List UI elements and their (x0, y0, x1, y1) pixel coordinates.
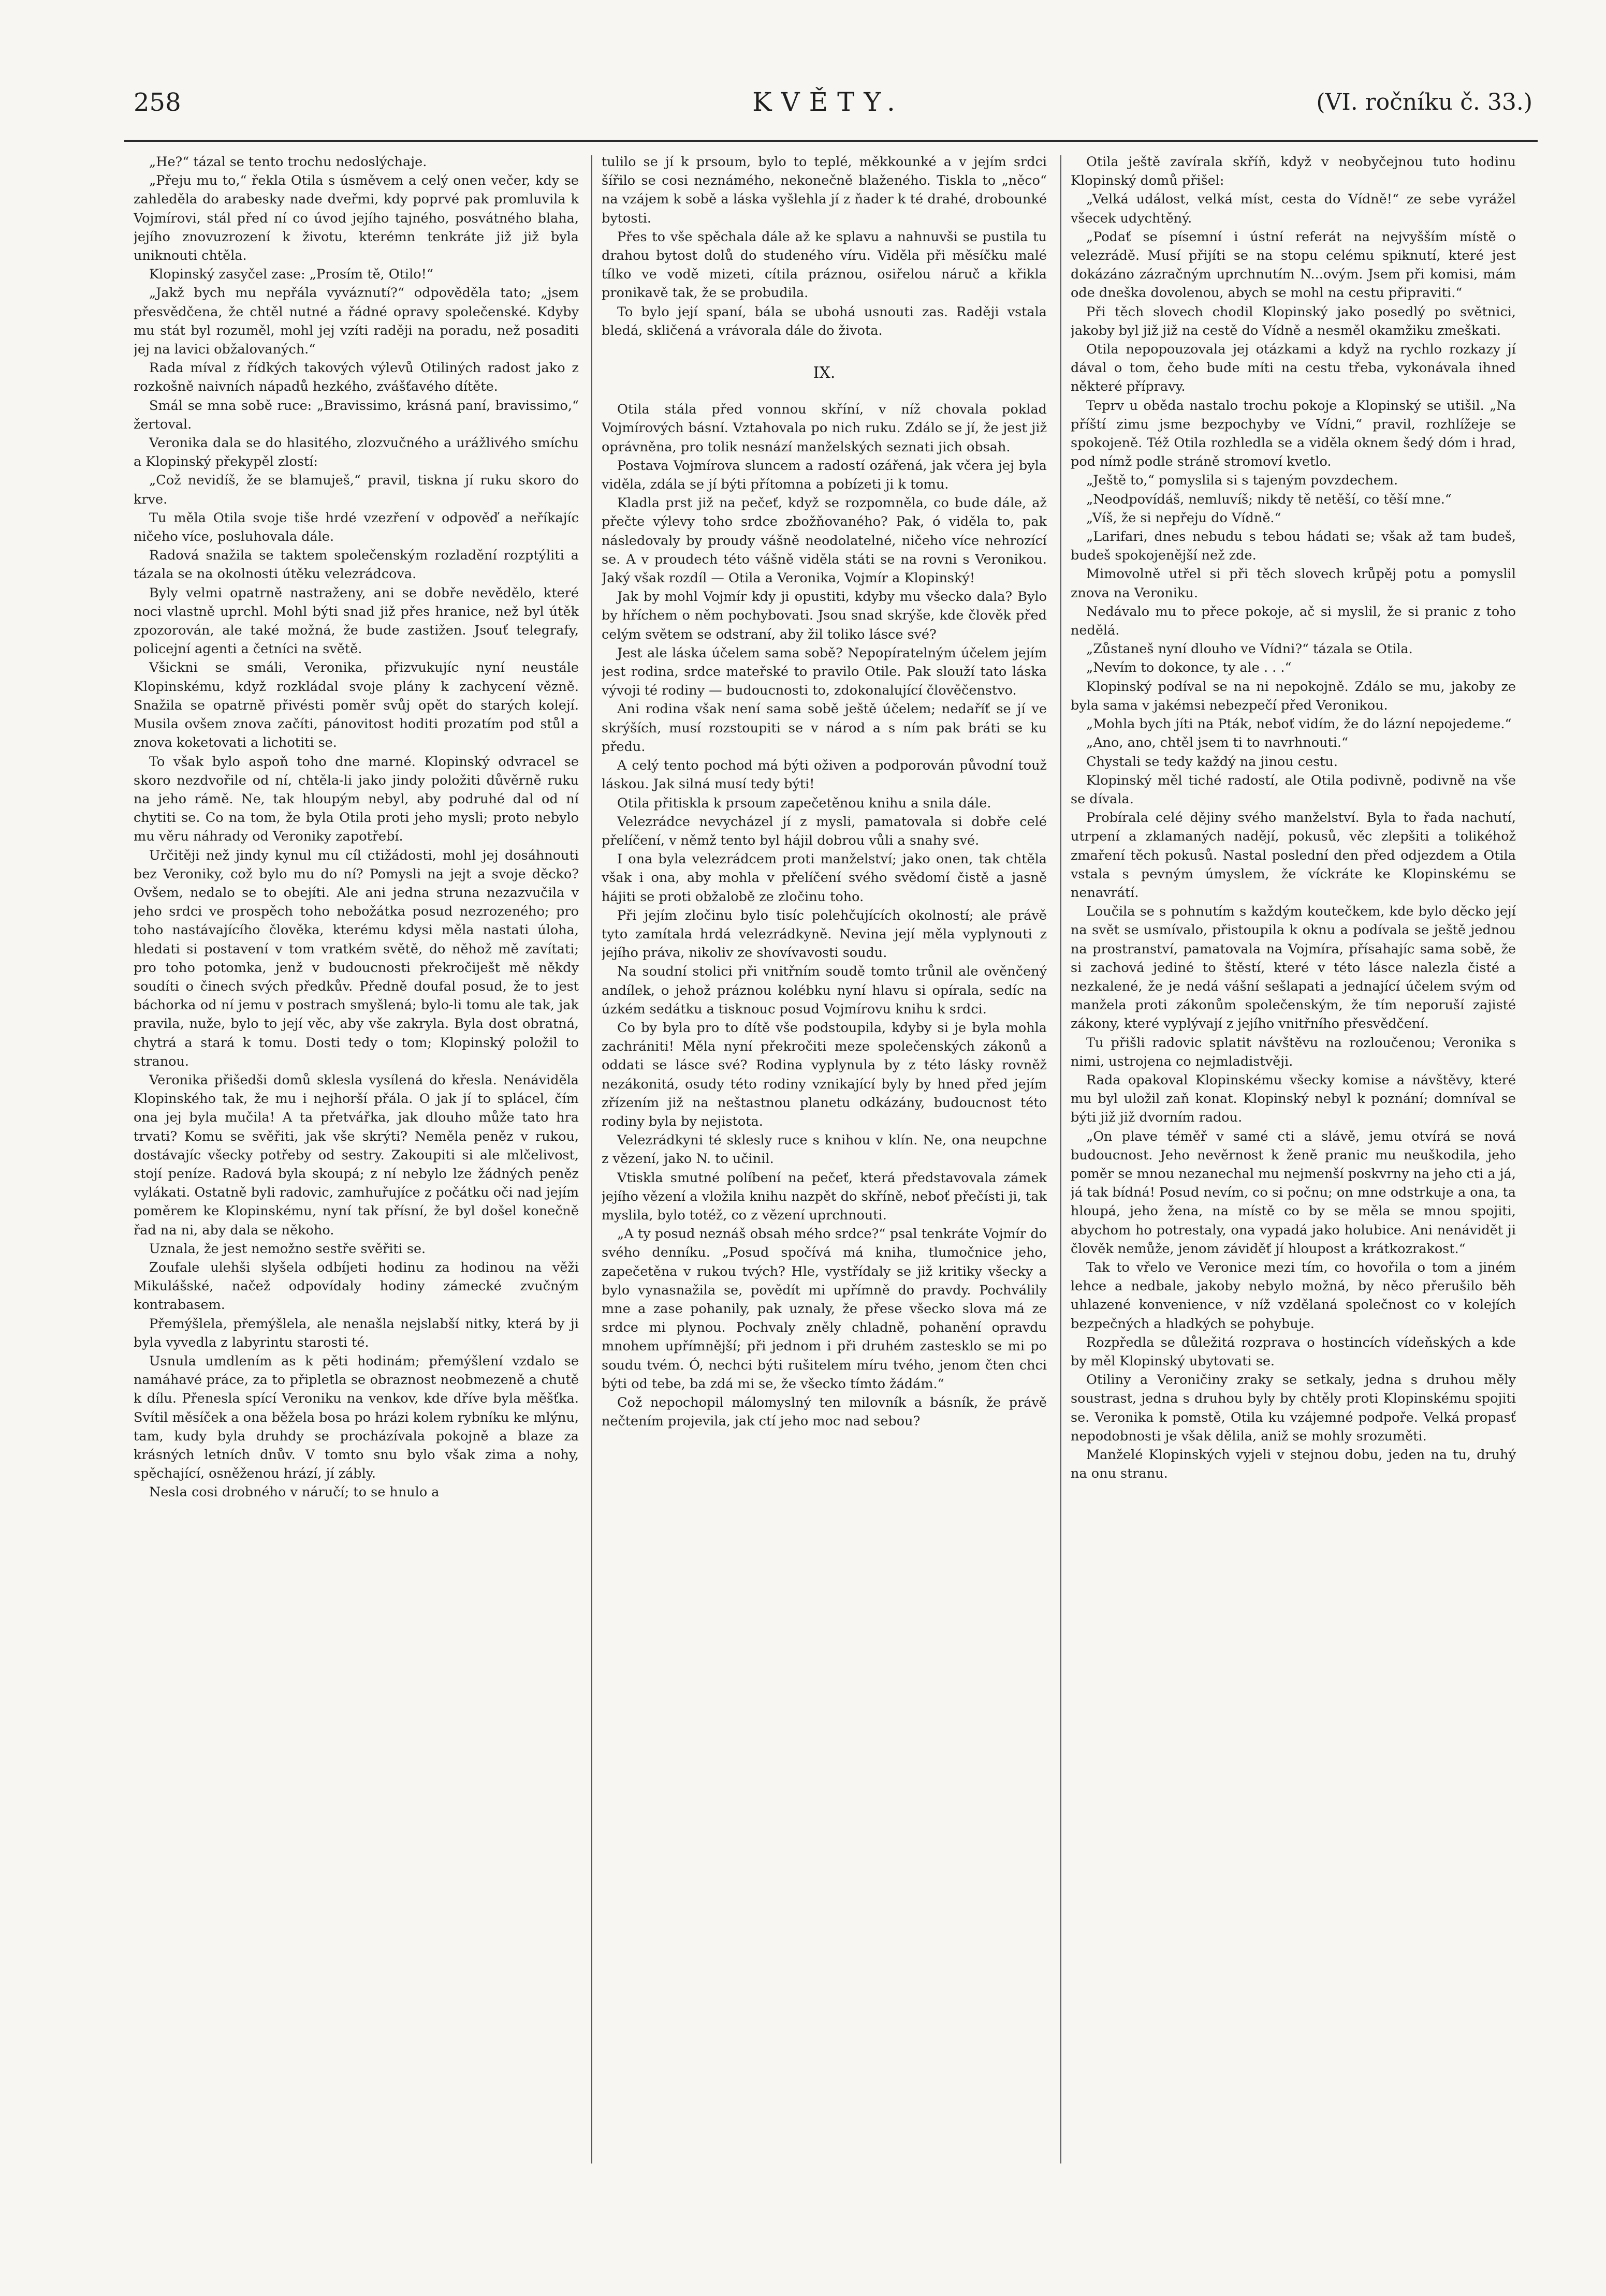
paragraph: „Velká událost, velká míst, cesta do Vídně!“ ze sebe vyrážel všecek udychtěný. (1071, 192, 1516, 226)
paragraph: Loučila se s pohnutím s každým koutečkem, kde bylo děcko její na svět se usmívalo, přistoupila k oknu a podívala se ještě jednou na prostranství, pamatovala na Vojmíra, přísahajíc sama sobě, že si zachová jediné to štěstí, které v této lásce nalezla čisté a nezkalené, že je nedá vášní sešlapati a jednající účelem svým od manžela proti zákonům společenským, že tím neporuší zajisté zákony, které vyplývají z jejího vnitřního přesvědčení. (1071, 904, 1516, 1032)
paragraph: To však bylo aspoň toho dne marné. Klopinský odvracel se skoro nezdvořile od ní, chtěla-li jako jindy položiti důvěrně ruku na jeho rámě. Ne, tak hloupým nebyl, aby podruhé dal od ní chytiti se. Co na tom, že byla Otila proti jeho mysli; proto nebylo mu věru náhrady od Veroniky zapotřebí. (134, 754, 579, 845)
paragraph: „Ano, ano, chtěl jsem ti to navrhnouti.“ (1086, 735, 1349, 751)
paragraph: Rada míval z řídkých takových výlevů Otiliných radost jako z rozkošně naivních nápadů hezkého, zvášťavého dítěte. (134, 360, 579, 395)
paragraph: Postava Vojmírova sluncem a radostí ozářená, jak včera jej byla viděla, zdála se jí býti přítomna a pobízeti ji k tomu. (602, 458, 1047, 493)
paragraph: Otila přitiskla k prsoum zapečetěnou knihu a snila dále. (617, 795, 991, 811)
paragraph: „Mohla bych jíti na Pták, neboť vidím, že do lázní nepojedeme.“ (1086, 716, 1512, 732)
paragraph: „Což nevidíš, že se blamuješ,“ pravil, tiskna jí ruku skoro do krve. (134, 473, 579, 507)
paragraph: Ani rodina však není sama sobě ještě účelem; nedaříť se jí ve skrýších, musí rozstoupiti se v národ a s ním pak bráti se ku předu. (602, 701, 1047, 755)
paragraph: Při těch slovech chodil Klopinský jako posedlý po světnici, jakoby byl již již na cestě do Vídně a nesměl okamžiku zmeškati. (1071, 304, 1516, 338)
paragraph: Mimovolně utřel si při těch slovech krůpěj potu a pomyslil znova na Veroniku. (1071, 566, 1516, 601)
paragraph: Jak by mohl Vojmír kdy ji opustiti, kdyby mu všecko dala? Bylo by hříchem o něm pochybovati. Jsou snad skrýše, kde člověk před celým světem se odstraní, aby žil toliko lásce své? (602, 589, 1047, 642)
paragraph: Byly velmi opatrně nastraženy, ani se dobře nevědělo, které noci vlastně uprchl. Mohl býti snad již přes hranice, než byl útěk zpozorován, ale také možná, že bude zastižen. Jsouť telegrafy, policejní agenti a četníci na světě. (134, 585, 579, 657)
paragraph: Probírala celé dějiny svého manželství. Byla to řada nachutí, utrpení a zklamaných nadějí, pokusů, věc zlepšiti a tolikéhož zmaření těch pokusů. Nastal poslední den před odjezdem a Otila vstala s pevným úmyslem, že víckráte ke Klopinskému se nenavrátí. (1071, 810, 1516, 901)
column-divider (591, 155, 592, 2163)
paragraph: Určitěji než jindy kynul mu cíl ctižádosti, mohl jej dosáhnouti bez Veroniky, což bylo mu do ní? Pomysli na jejt a svoje děcko? Ovšem, nedalo se to obejíti. Ale ani jedna struna nezazvučila v jeho srdci ve prospěch toho nebožátka posud nezrozeného; pro toho nastávajícího člověka, kterému kdysi měla nastati úloha, hledati si postavení v tom vratkém světě, do něhož mě zavítati; pro toho potomka, jenž v budoucnosti překročiješt mě někdy soudíti o činech svých předkův. Předně doufal posud, že to jest báchorka od ní jemu v postrach smyšlená; bylo-li tomu ale tak, jak pravila, nuže, bylo to její věc, aby vše zakryla. Byla dost obratná, chytrá a stará k tomu. Dosti tedy o tom; Klopinský položil to stranou. (134, 847, 579, 1069)
text-column-1 (134, 153, 579, 2171)
paragraph: Teprv u oběda nastalo trochu pokoje a Klopinský se utišil. „Na příští zimu jsme bezpochyby ve Vídni,“ pravil, rozhlížeje se spokojeně. Též Otila rozhledla se a viděla oknem šedý dóm i hrad, pod nímž podle stráně stromoví kvetlo. (1071, 398, 1516, 470)
paragraph: tulilo se jí k prsoum, bylo to teplé, měkkounké a v jejím srdci šířilo se cosi neznámého, nekonečně blaženého. Tiskla to „něco“ na vzájem k sobě a láska vyšlehla jí z ňader k té drahé, drobounké bytosti. (602, 154, 1047, 226)
paragraph: Na soudní stolici při vnitřním soudě tomto trůnil ale ověnčený andílek, o jehož práznou kolébku nyní hlavu si opírala, sedíc na úzkém sedátku a tisknouc posud Vojmírovu knihu k srdci. (602, 964, 1047, 1017)
paragraph: Otiliny a Veroničiny zraky se setkaly, jedna s druhou měly soustrast, jedna s druhou byly by chtěly proti Klopinskému spojiti se. Veronika k pomstě, Otila ku vzájemné podpoře. Velká propasť nepodobnosti je však dělila, aniž se mohly srozuměti. (1071, 1372, 1516, 1444)
text-column-3 (1071, 153, 1516, 2171)
paragraph: Nesla cosi drobného v náručí; to se hnulo a (149, 1484, 440, 1500)
issue-label: (VI. ročníku č. 33.) (1316, 89, 1532, 115)
paragraph: „Neodpovídáš, nemluvíš; nikdy tě netěší, co těší mne.“ (1086, 491, 1452, 507)
paragraph: Při jejím zločinu bylo tisíc polehčujících okolností; ale právě tyto zamítala hrdá velezrádkyně. Nevina její měla vyplynouti z jejího práva, nikoliv ze shovívavosti soudu. (602, 907, 1047, 961)
paragraph: Smál se mna sobě ruce: „Bravissimo, krásná paní, bravissimo,“ žertoval. (134, 398, 579, 432)
paragraph: „Zůstaneš nyní dlouho ve Vídni?“ tázala se Otila. (1086, 641, 1413, 657)
paragraph: Klopinský podíval se na ni nepokojně. Zdálo se mu, jakoby ze byla sama v jakémsi nebezpečí před Veronikou. (1071, 679, 1516, 713)
paragraph: I ona byla velezrádcem proti manželství; jako onen, tak chtěla však i ona, aby mohla v přelíčení svého svědomí čistě a jasně hájiti se proti obžalobě ze zločinu toho. (602, 851, 1047, 905)
paragraph: Tak to vřelo ve Veronice mezi tím, co hovořila o tom a jiném lehce a nedbale, jakoby nebylo možná, by něco přerušilo běh uhlazené konvenience, v níž vzdělaná společnost co v kolejích bezpečných a hladkých se pohybuje. (1071, 1259, 1516, 1332)
page-number: 258 (134, 88, 181, 117)
paragraph: Což nepochopil málomyslný ten milovník a básník, že právě nečtením projevila, jak ctí jeho moc nad sebou? (602, 1395, 1047, 1430)
paragraph: Klopinský měl tiché radostí, ale Otila podivně, podivně na vše se dívala. (1071, 772, 1516, 807)
paragraph: Přes to vše spěchala dále až ke splavu a nahnuvši se pustila tu drahou bytost dolů do studeného víru. Viděla při měsíčku malé tílko ve vodě mizeti, cítila práznou, osiřelou náruč a křikla pronikavě tak, že se probudila. (602, 229, 1047, 301)
paragraph: Uznala, že jest nemožno sestře svěřiti se. (149, 1241, 426, 1257)
paragraph: „A ty posud neznáš obsah mého srdce?“ psal tenkráte Vojmír do svého denníku. „Posud spočívá má kniha, tlumočnice jeho, zapečetěna v rukou tvých? Hle, vystřídaly se již kritiky všecky a bylo vynasnažila se, povědít mi upřímně do pravdy. Pochválily mne a zase pohanily, pak uznaly, že přese všecko slova má ze srdce mi plynou. Pochvaly zněly chladně, pohanění opravdu mnohem upřímnější; při jednom i při druhém zastesklo se mi po soudu tvém. Ó, nechci býti rušitelem míru tvého, jenom čten chci býti od tebe, ba zdá mi se, že všecko tímto žádám.“ (602, 1226, 1047, 1392)
paragraph: Velezrádkyni té sklesly ruce s knihou v klín. Ne, ona neupchne z vězení, jako N. to učinil. (602, 1132, 1047, 1167)
paragraph: „He?“ tázal se tento trochu nedoslýchaje. (149, 154, 427, 170)
paragraph: „On plave téměř v samé cti a slávě, jemu otvírá se nová budoucnost. Jeho nevěrnost k ženě pranic mu neuškodila, jeho poměr se mnou nezanechal mu nejmenší poskvrny na jeho cti a já, já tak bídná! Posud nevím, co si počnu; on mne odstrkuje a ona, ta hloupá, jeho žena, na místě co by se měla se mnou spojiti, abychom ho potrestaly, ona vypadá jako holubice. Ani nenávidět ji člověk nemůže, jenom záviděť jí hloupost a krátkozrakost.“ (1071, 1128, 1516, 1257)
paragraph: Vtiskla smutné políbení na pečeť, která představovala zámek jejího vězení a vložila knihu nazpět do skříně, neboť přečísti ji, tak myslila, bylo totéž, co z vězení uprchnouti. (602, 1170, 1047, 1223)
paragraph: „Ještě to,“ pomyslila si s tajeným povzdechem. (1086, 473, 1398, 489)
header-rule (124, 140, 1538, 142)
paragraph: Rozpředla se důležitá rozprava o hostincích vídeňských a kde by měl Klopinský ubytovati se. (1071, 1334, 1516, 1369)
paragraph: „Nevím to dokonce, ty ale . . .“ (1086, 660, 1292, 676)
paragraph: Tu měla Otila svoje tiše hrdé vzezření v odpověď a neříkajíc ničeho více, posluhovala dále. (134, 510, 579, 545)
paragraph: Manželé Klopinských vyjeli v stejnou dobu, jeden na tu, druhý na onu stranu. (1071, 1447, 1516, 1482)
paragraph: To bylo její spaní, bála se ubohá usnouti zas. Raději vstala bledá, skličená a vrávorala dále do života. (602, 304, 1047, 338)
paragraph: Veronika přišedši domů sklesla vysílená do křesla. Nenáviděla Klopinského tak, že mu i nejhorší přála. O jak jí to splácel, čím ona jej byla mučila! A ta přetvářka, jak dlouho může tato hra trvati? Komu se svěřiti, jak vše skrýti? Neměla peněz v rukou, dostávajíc všecky potřeby od sestry. Zakoupiti si ale mlčelivost, stojí peníze. Radová byla skoupá; z ní nebylo lze žádných peněz vylákati. Ostatně byli radovic, zamhuřujíce z počátku oči nad jejím poměrem ke Klopinskému, nyní tak přísní, že byl došel konečně řad na ni, aby dala se někoho. (134, 1072, 579, 1238)
paragraph: Jest ale láska účelem sama sobě? Nepopíratelným účelem jejím jest rodina, srdce mateřské to pravilo Otile. Pak slouží tato láska vývoji té rodiny — budoucnosti to, zdokonalující člověčenstvo. (602, 645, 1047, 699)
paragraph: Radová snažila se taktem společenským rozladění rozptýliti a tázala se na okolnosti útěku velezrádcova. (134, 548, 579, 582)
paragraph: Rada opakoval Klopinskému všecky komise a návštěvy, které mu byl uložil zaň konat. Klopinský nebyl k poznání; domníval se býti již již dvorním radou. (1071, 1072, 1516, 1126)
paragraph: Otila ještě zavírala skříň, když v neobyčejnou tuto hodinu Klopinský domů přišel: (1071, 154, 1516, 189)
paragraph: Zoufale ulehši slyšela odbíjeti hodinu za hodinou na věži Mikulášské, načež odpovídaly hodiny zámecké zvučným kontrabasem. (134, 1259, 579, 1313)
paragraph: A celý tento pochod má býti oživen a podporován původní touž láskou. Jak silná musí tedy býti! (602, 758, 1047, 792)
paragraph: Kladla prst již na pečeť, když se rozpomněla, co bude dále, až přečte výlevy toho srdce zbožňovaného? Pak, ó viděla to, pak následovaly by proudy vášně neodolatelné, ničeho více nehrozící se. A v proudech této vášně viděla státi se na rovni s Veronikou. Jaký však rozdíl — Otila a Veronika, Vojmír a Klopinský! (602, 495, 1047, 586)
paragraph: Klopinský zasyčel zase: „Prosím tě, Otilo!“ (149, 267, 433, 283)
section-heading: IX. (813, 364, 836, 382)
paragraph: Veronika dala se do hlasitého, zlozvučného a urážlivého smíchu a Klopinský překypěl zlostí: (134, 435, 579, 470)
paragraph: Co by byla pro to dítě vše podstoupila, kdyby si je byla mohla zachrániti! Měla nyní překročiti meze společenských zákonů a oddati se lásce své? Rodina vyplynula by z této lásky rovněž nezákonitá, osudy této rodiny vznikající byly by hned před jejím zřízením již na neštastnou planetu odkázány, budoucnost této rodiny byla by nejistota. (602, 1020, 1047, 1129)
paragraph: „Víš, že si nepřeju do Vídně.“ (1086, 510, 1281, 526)
paragraph: „Larifari, dnes nebudu s tebou hádati se; však až tam budeš, budeš spokojenější než zde. (1071, 529, 1516, 564)
paragraph: Tu přišli radovic splatit návštěvu na rozloučenou; Veronika s nimi, ustrojena co nejmladistvěji. (1071, 1035, 1516, 1069)
paragraph: Přemýšlela, přemýšlela, ale nenašla nejslabší nitky, která by ji byla vyvedla z labyrintu starosti té. (134, 1316, 579, 1350)
paragraph: „Podať se písemní i ústní referát na nejvyšším místě o velezrádě. Musí přijíti se na stopu celému spiknutí, které jest dokázáno zázračným uprchnutím N...ovým. Jsem při komisi, mám ode dneška dovolenou, abych se mohl na cestu připraviti.“ (1071, 229, 1516, 301)
page-header (124, 83, 1532, 129)
text-column-2 (602, 153, 1047, 2171)
paragraph: „Přeju mu to,“ řekla Otila s úsměvem a celý onen večer, kdy se zahleděla do arabesky nade dveřmi, kdy poprvé pak promluvila k Vojmírovi, stál před ní co úvod jejího tajného, posvátného blaha, jejího znovuzrození k životu, kterémn tenkráte již již byla uniknouti chtěla. (134, 173, 579, 264)
paragraph: Velezrádce nevycházel jí z mysli, pamatovala si dobře celé přelíčení, v němž tento byl hájil dobrou vůli a snahy své. (602, 814, 1047, 848)
paragraph: Nedávalo mu to přece pokoje, ač si myslil, že si pranic z toho nedělá. (1071, 604, 1516, 639)
paragraph: Otila stála před vonnou skříní, v níž chovala poklad Vojmírových básní. Vztahovala po nich ruku. Zdálo se jí, že jest již oprávněna, pro tolik nesnází manželských seznati jich obsah. (602, 402, 1047, 455)
paragraph: „Jakž bych mu nepřála vyváznutí?“ odpověděla tato; „jsem přesvědčena, že chtěl nutné a řádné opravy společenské. Kdyby mu stát byl rozuměl, mohl jej vzíti raději na poradu, než posaditi jej na lavici obžalovaných.“ (134, 285, 579, 358)
paragraph: Chystali se tedy každý na jinou cestu. (1086, 754, 1338, 770)
journal-title: KVĚTY. (752, 87, 904, 117)
paragraph: Otila nepopouzovala jej otázkami a když na rychlo rozkazy jí dával o tom, čeho bude míti na cestu třeba, vykonávala ihned některé přípravy. (1071, 342, 1516, 395)
paragraph: Všickni se smáli, Veronika, přizvukujíc nyní neustále Klopinskému, když rozkládal svoje plány k zachycení vězně. Snažila se opatrně přivésti poměr svůj opět do starých kolejí. Musila ovšem znova začíti, pánovitost hoditi prozatím pod stůl a znova koketovati a lichotiti se. (134, 660, 579, 751)
column-divider (1060, 155, 1061, 2163)
paragraph: Usnula umdlením as k pěti hodinám; přemýšlení vzdalo se namáhavé práce, za to připletla se obraznost neobmezeně a chutě k dílu. Přenesla spící Veroniku na venkov, kde dříve byla měšťka. Svítil měsíček a ona běžela bosa po hrázi kolem rybníku ke mlýnu, tam, kudy byla druhdy se procházívala pokojně a blaze za krásných letních dnův. V tomto snu bylo však zima a nohy, spěchající, osněženou hrází, jí zábly. (134, 1353, 579, 1482)
